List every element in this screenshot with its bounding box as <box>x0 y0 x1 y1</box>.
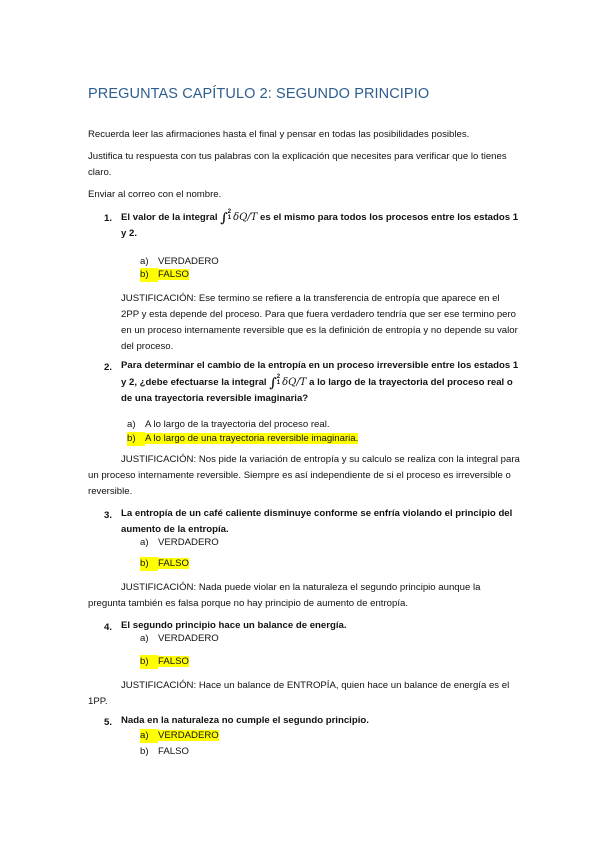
integral-lower: 1 <box>276 380 281 387</box>
option-text: FALSO <box>158 269 189 280</box>
question-text-before: El valor de la integral <box>121 212 218 223</box>
option-a <box>140 632 219 646</box>
justification: JUSTIFICACIÓN: Nos pide la variación de entropía y su calculo se realiza con la integral para un proceso internamente reversible. Siempre es así independiente de si el proceso es irreversible o reversible. <box>88 454 520 497</box>
intro-paragraph-1: Recuerda leer las afirmaciones hasta el final y pensar en todas las posibilidades posibles. <box>88 129 470 140</box>
integral-symbol: ∫ <box>220 211 228 226</box>
option-letter: b) <box>140 268 158 282</box>
option-text: FALSO <box>158 656 189 667</box>
option-letter: b) <box>140 655 158 669</box>
option-a <box>140 729 219 743</box>
question-number: 4. <box>104 622 113 633</box>
integral-upper: 2 <box>227 209 232 216</box>
option-text: VERDADERO <box>158 537 219 548</box>
question-text-after: es el mismo para todos los procesos entre los estados 1 y 2. <box>121 212 519 239</box>
integral-limits <box>228 209 231 221</box>
justification: JUSTIFICACIÓN: Nada puede violar en la naturaleza el segundo principio aunque la pregunta también es falsa porque no hay principio de aumento de entropía. <box>88 582 481 609</box>
integral-lower: 1 <box>227 215 232 222</box>
option-letter: b) <box>127 432 145 446</box>
option-letter: a) <box>127 419 136 430</box>
option-b <box>140 557 189 571</box>
option-b <box>140 745 189 759</box>
question-text-after: a lo largo de la trayectoria del proceso real o de una trayectoria reversible imaginaria? <box>121 377 513 404</box>
question-text: La entropía de un café caliente disminuye conforme se enfría violando el principio del aumento de la entropía. <box>121 508 513 535</box>
question-text: El segundo principio hace un balance de energía. <box>121 620 347 631</box>
option-b <box>140 655 189 669</box>
option-letter: b) <box>140 746 149 757</box>
option-text: FALSO <box>158 558 189 569</box>
option-letter: b) <box>140 557 158 571</box>
option-text: VERDADERO <box>158 730 219 741</box>
integral-upper: 2 <box>276 374 281 381</box>
option-text: FALSO <box>158 746 189 757</box>
option-a <box>140 255 219 269</box>
option-a <box>127 418 330 432</box>
option-letter: a) <box>140 537 149 548</box>
option-b <box>127 432 358 446</box>
intro-paragraph-2: Justifica tu respuesta con tus palabras con la explicación que necesites para verificar que lo tienes claro. <box>88 151 507 178</box>
question-text: Nada en la naturaleza no cumple el segundo principio. <box>121 715 369 726</box>
question-text <box>121 209 521 242</box>
justification: JUSTIFICACIÓN: Ese termino se refiere a la transferencia de entropía que aparece en el 2PP y esta depende del proceso. Para que fuera verdadero tendría que ser ese termino pero en un proceso internamente reversible que es la definición de entropía y no depende su valor del proceso. <box>121 293 518 352</box>
option-text: VERDADERO <box>158 633 219 644</box>
question-number: 1. <box>104 213 113 224</box>
option-letter: a) <box>140 633 149 644</box>
integral-expression: δQ/T <box>282 377 307 388</box>
option-letter: a) <box>140 729 158 743</box>
option-letter: a) <box>140 256 149 267</box>
integral-expression: δQ/T <box>233 212 258 223</box>
option-text: A lo largo de la trayectoria del proceso real. <box>145 419 330 430</box>
option-text: A lo largo de una trayectoria reversible imaginaria. <box>145 433 359 444</box>
justification: JUSTIFICACIÓN: Hace un balance de ENTROPÍA, quien hace un balance de energía es el 1PP. <box>88 680 510 707</box>
question-number: 2. <box>104 362 113 373</box>
integral-symbol: ∫ <box>269 376 277 391</box>
option-b <box>140 268 189 282</box>
integral-limits <box>277 374 280 386</box>
question-text-before: Para determinar el cambio de la entropía en un proceso irreversible entre los estados 1 y 2, ¿debe efectuarse la integral <box>121 360 519 388</box>
option-text: VERDADERO <box>158 256 219 267</box>
option-a <box>140 536 219 550</box>
page-title: PREGUNTAS CAPÍTULO 2: SEGUNDO PRINCIPIO <box>88 86 430 102</box>
question-number: 5. <box>104 717 113 728</box>
question-text <box>121 358 521 407</box>
intro-paragraph-3: Enviar al correo con el nombre. <box>88 189 222 200</box>
question-number: 3. <box>104 510 113 521</box>
